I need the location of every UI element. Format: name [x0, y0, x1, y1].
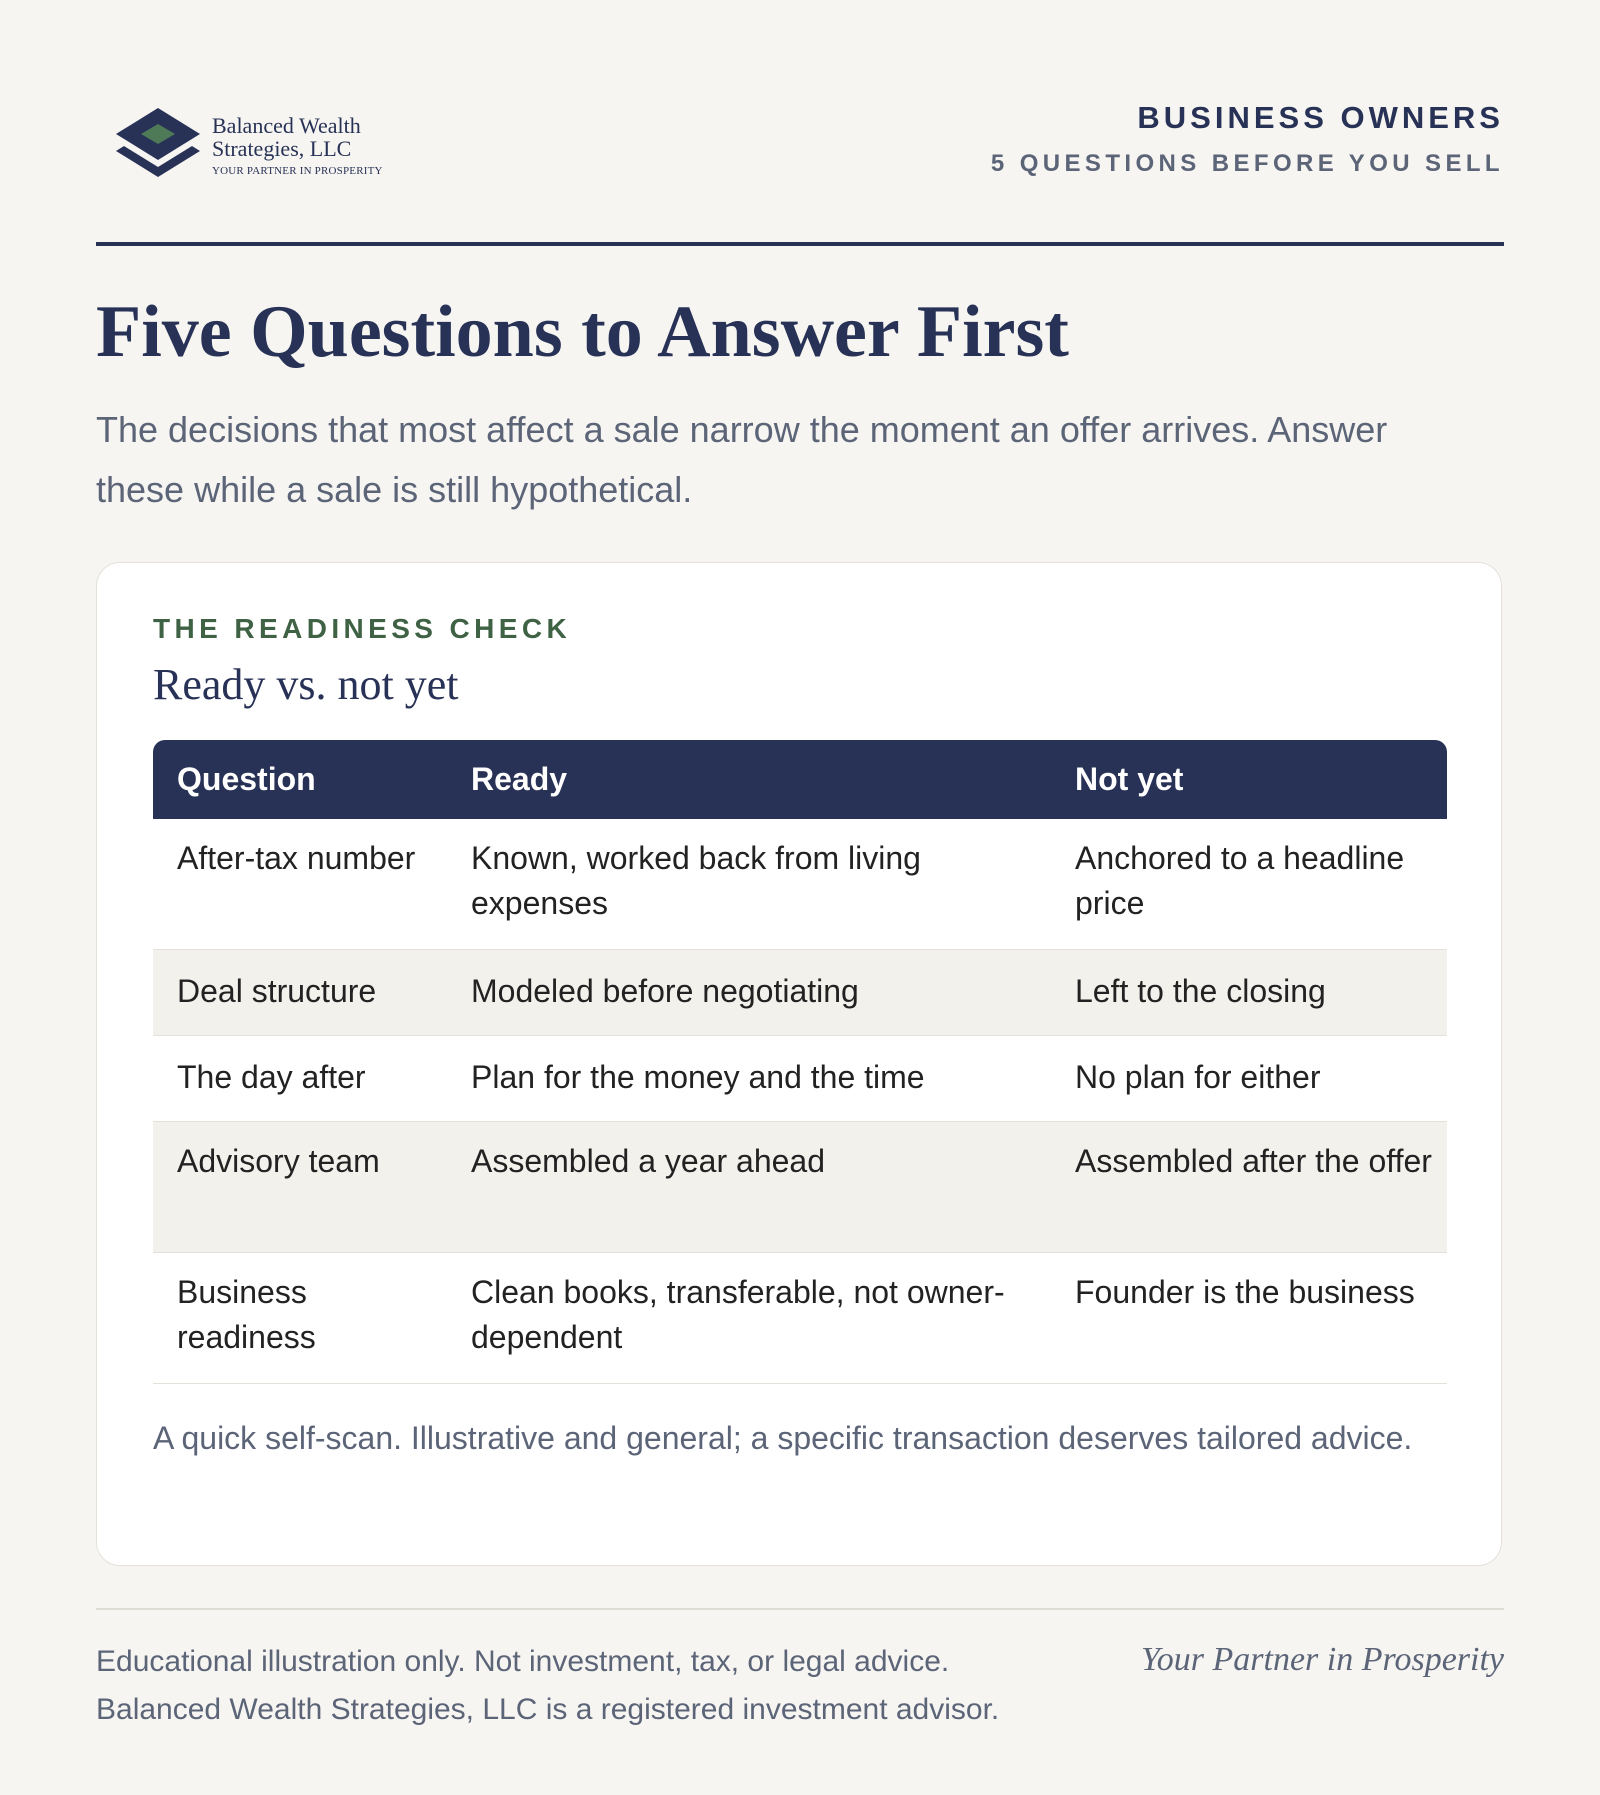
header-labels	[991, 96, 1504, 178]
disclaimer-line-2: Balanced Wealth Strategies, LLC is a registered investment advisor.	[96, 1693, 1000, 1726]
logo-wordmark	[212, 114, 383, 177]
page-header	[96, 96, 1504, 192]
ready-cell: Known, worked back from living expenses	[471, 840, 921, 921]
logo-name-line-2: Strategies, LLC	[212, 136, 352, 161]
logo-name-line-1: Balanced Wealth	[212, 113, 361, 138]
question-cell: Advisory team	[177, 1143, 380, 1179]
column-header-not-yet: Not yet	[1075, 761, 1184, 797]
diamond-logo-icon	[116, 102, 200, 186]
series-subtitle: 5 QUESTIONS BEFORE YOU SELL	[990, 150, 1504, 177]
footer-tagline: Your Partner in Prosperity	[1140, 1641, 1504, 1678]
logo-tagline: YOUR PARTNER IN PROSPERITY	[212, 165, 383, 177]
not-yet-cell: Assembled after the offer	[1075, 1143, 1432, 1179]
footer-divider	[96, 1608, 1504, 1610]
company-logo[interactable]	[116, 102, 416, 186]
table-row	[153, 1122, 1447, 1253]
not-yet-cell: Founder is the business	[1075, 1274, 1415, 1310]
table-header-row	[153, 740, 1447, 819]
ready-cell: Assembled a year ahead	[471, 1143, 825, 1179]
column-header-question: Question	[177, 761, 316, 797]
ready-cell: Clean books, transferable, not owner-dependent	[471, 1274, 1005, 1355]
page-intro: The decisions that most affect a sale narrow the moment an offer arrives. Answer these while a sale is still hypothetical.	[96, 409, 1388, 510]
question-cell: The day after	[177, 1059, 366, 1095]
question-cell: Business readiness	[177, 1274, 316, 1355]
column-header-ready: Ready	[471, 761, 568, 797]
table-row	[153, 950, 1447, 1036]
readiness-table	[153, 740, 1447, 1384]
card-footnote: A quick self-scan. Illustrative and general; a specific transaction deserves tailored advice.	[153, 1420, 1413, 1456]
question-cell: After-tax number	[177, 840, 416, 876]
card-title: Ready vs. not yet	[153, 660, 459, 709]
ready-cell: Modeled before negotiating	[471, 973, 859, 1009]
not-yet-cell: Anchored to a headline price	[1075, 840, 1405, 921]
audience-label: BUSINESS OWNERS	[1137, 100, 1504, 135]
ready-cell: Plan for the money and the time	[471, 1059, 925, 1095]
page-title: Five Questions to Answer First	[96, 291, 1069, 373]
disclaimer-line-1: Educational illustration only. Not investment, tax, or legal advice.	[96, 1645, 950, 1678]
not-yet-cell: No plan for either	[1075, 1059, 1321, 1095]
table-row	[153, 819, 1447, 950]
card-eyebrow: THE READINESS CHECK	[153, 613, 572, 644]
readiness-card	[96, 562, 1502, 1566]
table-row	[153, 1036, 1447, 1122]
footer-disclaimer	[96, 1638, 999, 1734]
header-divider	[96, 242, 1504, 246]
table-row	[153, 1253, 1447, 1384]
question-cell: Deal structure	[177, 973, 377, 1009]
not-yet-cell: Left to the closing	[1075, 973, 1326, 1009]
